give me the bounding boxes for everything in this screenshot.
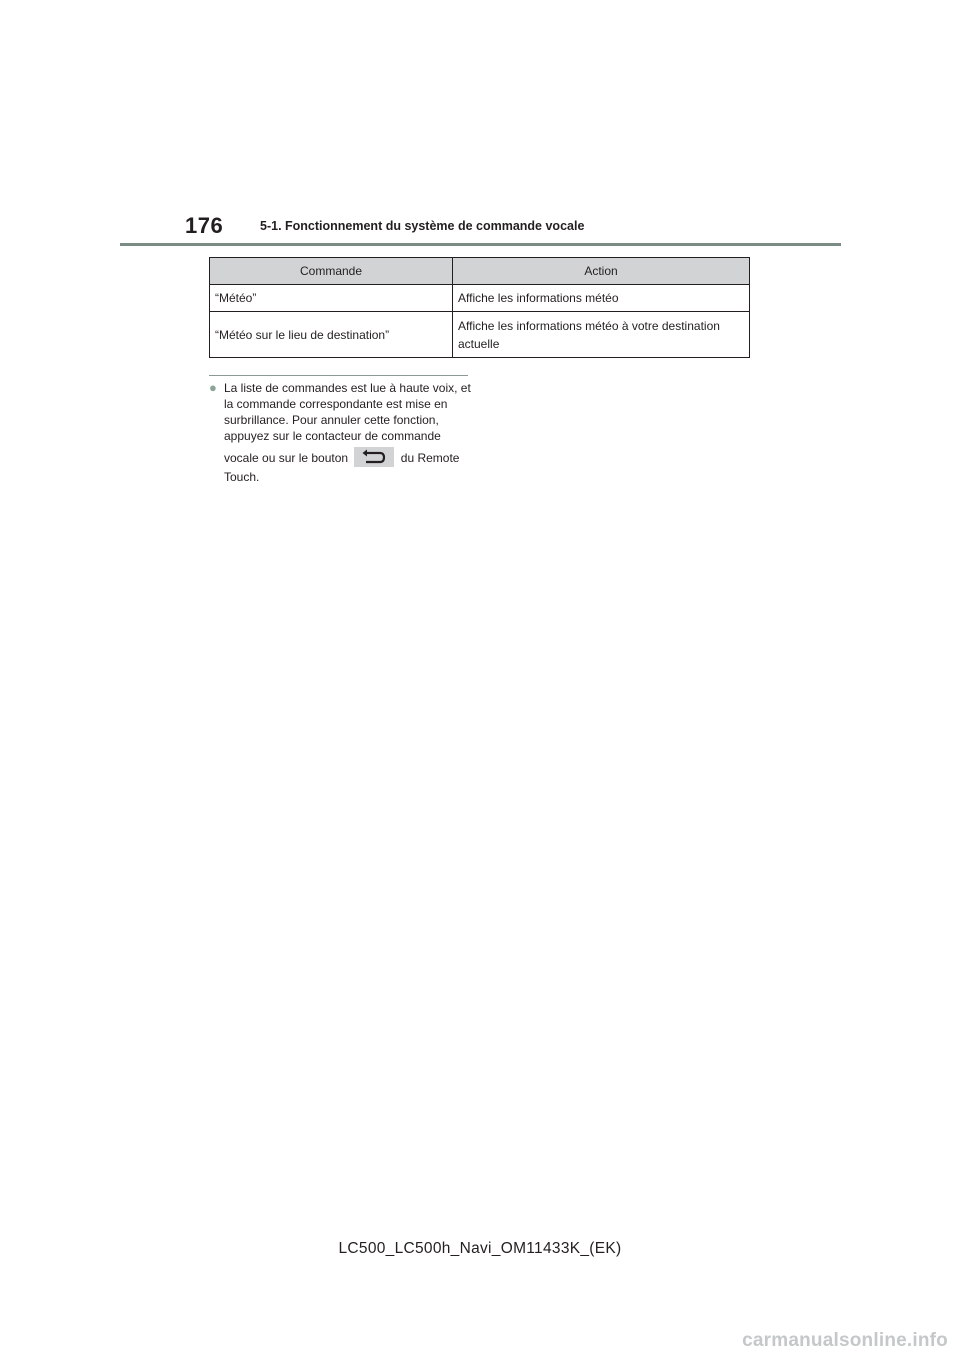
action-cell: Affiche les informations météo — [453, 285, 750, 312]
table-row — [210, 312, 750, 358]
note-paragraph — [209, 380, 474, 485]
note-line: Touch. — [224, 470, 260, 484]
action-line: actuelle — [458, 336, 500, 351]
page-number: 176 — [185, 213, 224, 238]
section-title: 5-1. Fonctionnement du système de commande vocale — [260, 219, 585, 233]
bullet-icon: ● — [209, 380, 217, 395]
back-arrow-icon — [354, 447, 394, 467]
note-line: La liste de commandes est lue à haute voix, et — [224, 381, 471, 395]
action-cell — [453, 312, 750, 358]
command-cell: “Météo sur le lieu de destination” — [210, 312, 453, 358]
column-header-command: Commande — [210, 258, 453, 285]
header-divider — [120, 243, 841, 246]
voice-command-table — [209, 257, 750, 358]
note-text: vocale ou sur le bouton — [224, 451, 349, 466]
watermark: carmanualsonline.info — [742, 1330, 948, 1351]
note-divider — [209, 375, 468, 376]
document-code-footer: LC500_LC500h_Navi_OM11433K_(EK) — [338, 1240, 622, 1257]
note-line: la commande correspondante est mise en — [224, 397, 448, 411]
table-header-row — [210, 258, 750, 285]
note-line: appuyez sur le contacteur de commande — [224, 429, 441, 443]
note-line — [224, 449, 474, 469]
column-header-action: Action — [453, 258, 750, 285]
action-line: Affiche les informations météo à votre destination — [458, 318, 720, 333]
note-text: du Remote — [400, 451, 460, 466]
note-line: surbrillance. Pour annuler cette fonction, — [224, 413, 439, 427]
table-row — [210, 285, 750, 312]
command-cell: “Météo” — [210, 285, 453, 312]
